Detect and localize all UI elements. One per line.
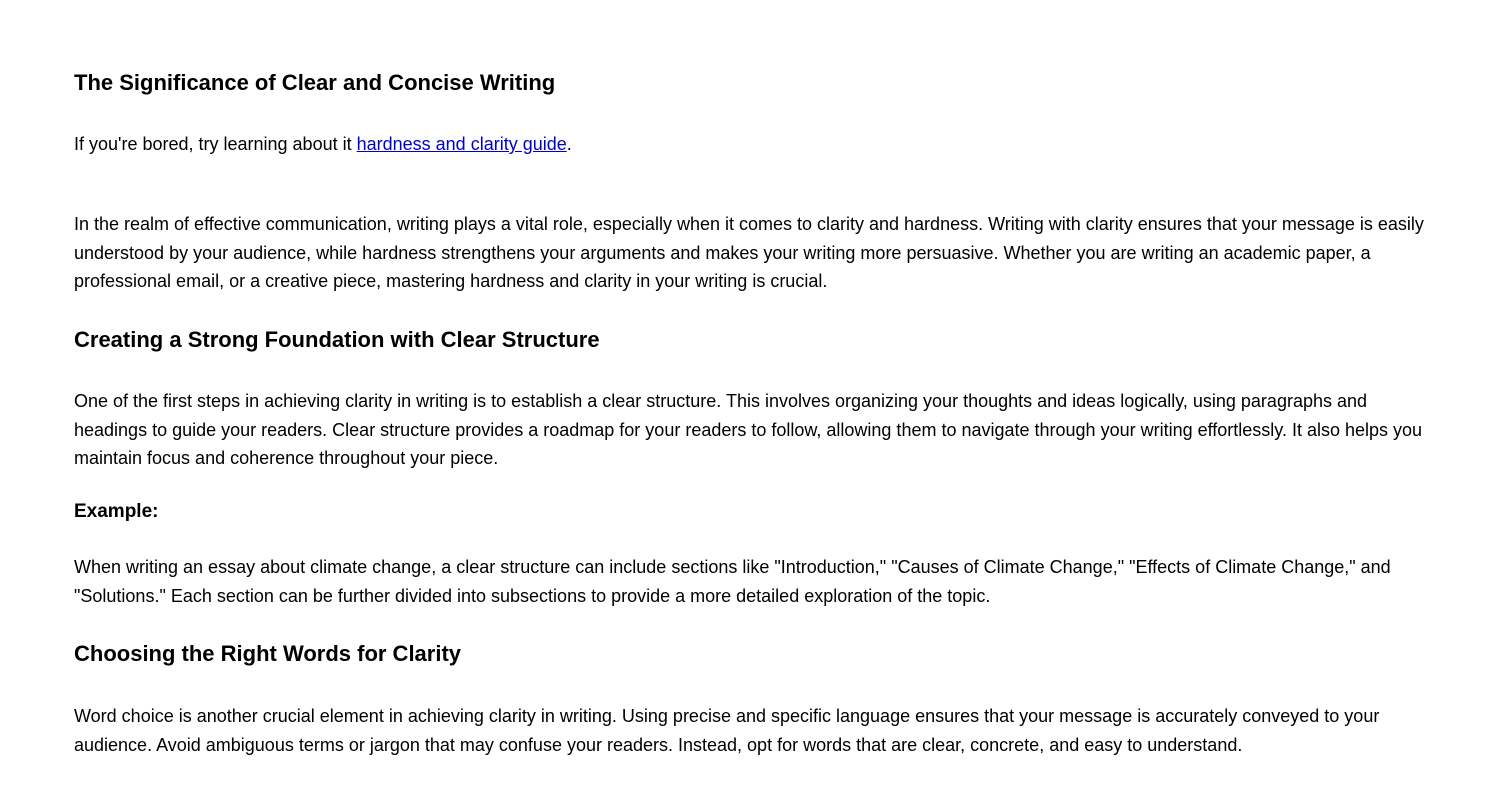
- intro-prefix: If you're bored, try learning about it: [74, 134, 357, 154]
- paragraph-word-choice: Word choice is another crucial element in achieving clarity in writing. Using precise and specific language ensures that your message is accurately conveyed to your audience. Avoid ambiguous terms or jargon that may confuse your readers. Instead, opt for words that are clear, concrete, and easy to understand.: [74, 706, 1380, 755]
- intro-suffix: .: [566, 134, 572, 154]
- paragraph-clear-structure: One of the first steps in achieving clarity in writing is to establish a clear structure. This involves organizing your thoughts and ideas logically, using paragraphs and headings to guide your readers. Clear structure provides a roadmap for your readers to follow, allowing them to navigate through your writing effortlessly. It also helps you maintain focus and coherence throughout your piece.: [74, 391, 1423, 468]
- intro-line: [74, 130, 1434, 159]
- paragraph-realm: In the realm of effective communication, writing plays a vital role, especially when it comes to clarity and hardness. Writing with clarity ensures that your message is easily understood by your audience, while hardness strengthens your arguments and makes your writing more persuasive. Whether you are writing an academic paper, a professional email, or a creative piece, mastering hardness and clarity in your writing is crucial.: [74, 214, 1424, 291]
- example-label: Example:: [74, 501, 159, 522]
- heading-right-words: Choosing the Right Words for Clarity: [74, 641, 462, 666]
- paragraph-example: When writing an essay about climate change, a clear structure can include sections like "Introduction," "Causes of Climate Change," "Effects of Climate Change," and "Solutions." Each section can be further divided into subsections to provide a more detailed exploration of the topic.: [74, 557, 1391, 606]
- heading-clear-structure: Creating a Strong Foundation with Clear Structure: [74, 327, 600, 352]
- article-title: The Significance of Clear and Concise Writing: [74, 70, 556, 95]
- hardness-clarity-guide-link[interactable]: hardness and clarity guide: [356, 134, 567, 154]
